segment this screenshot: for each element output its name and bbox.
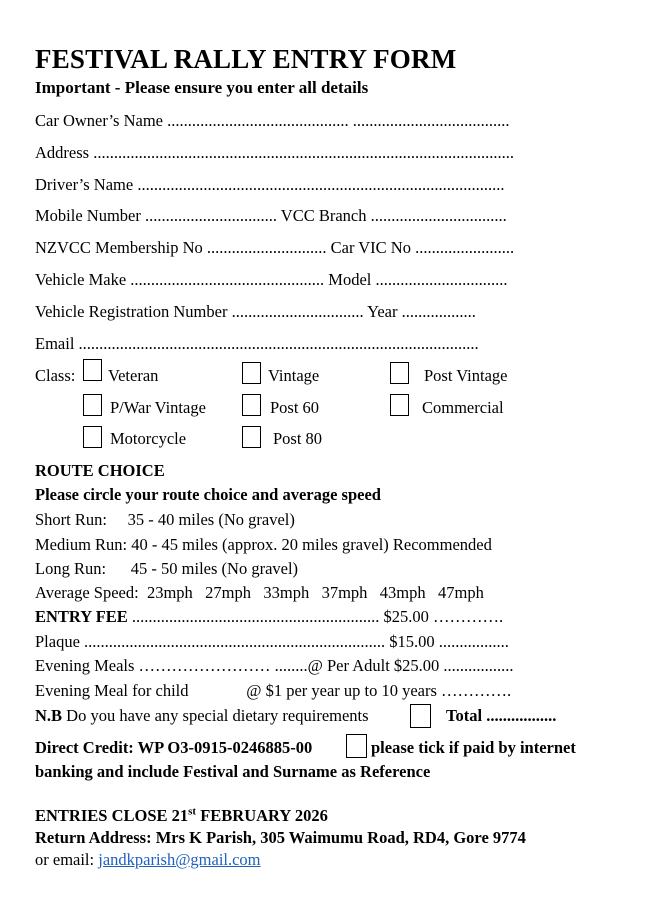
rego-year-field[interactable]: Vehicle Registration Number ................................ Year .................. <box>35 302 476 321</box>
entries-close-text: ENTRIES CLOSE 21 <box>35 806 189 825</box>
motorcycle-checkbox[interactable] <box>83 426 102 448</box>
form-title: FESTIVAL RALLY ENTRY FORM <box>35 44 457 74</box>
email-field[interactable]: Email ................................................................................................. <box>35 334 479 353</box>
nb-label: N.B <box>35 706 63 725</box>
post-80-checkbox[interactable] <box>242 426 261 448</box>
commercial-label: Commercial <box>422 398 504 417</box>
mobile-branch-field[interactable]: Mobile Number ................................ VCC Branch ................................. <box>35 206 507 225</box>
evening-meals-line: Evening Meals …………………… ........@ Per Adult $25.00 ................. <box>35 656 514 675</box>
long-run[interactable]: Long Run: 45 - 50 miles (No gravel) <box>35 559 299 578</box>
pwar-vintage-label: P/War Vintage <box>110 398 206 417</box>
motorcycle-label: Motorcycle <box>110 429 187 448</box>
short-run[interactable]: Short Run: 35 - 40 miles (No gravel) <box>35 510 295 529</box>
post-60-label: Post 60 <box>270 398 320 417</box>
paid-internet-checkbox[interactable] <box>346 734 367 758</box>
return-address: Return Address: Mrs K Parish, 305 Waimumu Road, RD4, Gore 9774 <box>35 828 526 847</box>
important-note: Important - Please ensure you enter all details <box>35 78 369 97</box>
email-contact <box>35 850 261 870</box>
vintage-checkbox[interactable] <box>242 362 261 384</box>
post-60-checkbox[interactable] <box>242 394 261 416</box>
vintage-label: Vintage <box>268 366 320 385</box>
paid-internet-label: please tick if paid by internet <box>371 738 576 757</box>
direct-credit-text: Direct Credit: WP O3-0915-0246885-00 <box>35 738 313 757</box>
dietary-question: Do you have any special dietary requirements <box>62 706 369 725</box>
entries-close-sup: st <box>188 805 197 818</box>
membership-vic-field[interactable]: NZVCC Membership No ............................. Car VIC No ........................ <box>35 238 515 257</box>
plaque-line: Plaque ......................................................................... $15.00 ................. <box>35 632 509 651</box>
entries-close-date: FEBRUARY 2026 <box>196 806 328 825</box>
dietary-line <box>35 706 369 726</box>
banking-reference: banking and include Festival and Surname as Reference <box>35 762 431 781</box>
make-model-field[interactable]: Vehicle Make ............................................... Model ................................ <box>35 270 508 289</box>
entry-fee-value: ............................................................ $25.00 …………. <box>127 607 504 626</box>
dietary-checkbox[interactable] <box>410 704 431 728</box>
entry-fee-line <box>35 607 503 627</box>
post-vintage-checkbox[interactable] <box>390 362 409 384</box>
route-heading: ROUTE CHOICE <box>35 461 165 480</box>
veteran-checkbox[interactable] <box>83 359 102 381</box>
class-label: Class: <box>35 366 76 385</box>
entry-fee-label: ENTRY FEE <box>35 607 128 626</box>
average-speed[interactable]: Average Speed: 23mph 27mph 33mph 37mph 43mph 47mph <box>35 583 484 602</box>
car-owner-field[interactable]: Car Owner’s Name ............................................ ...................................... <box>35 111 510 130</box>
entries-close <box>35 806 328 826</box>
total-line[interactable]: Total ................. <box>446 706 557 725</box>
post-vintage-label: Post Vintage <box>424 366 508 385</box>
address-field[interactable]: Address ...................................................................................................... <box>35 143 514 162</box>
route-instruction: Please circle your route choice and average speed <box>35 485 381 504</box>
driver-name-field[interactable]: Driver’s Name ......................................................................................... <box>35 175 505 194</box>
child-meal-line: Evening Meal for child @ $1 per year up to 10 years …………. <box>35 681 512 700</box>
email-link[interactable]: jandkparish@gmail.com <box>98 850 261 869</box>
or-email-label: or email: <box>35 850 99 869</box>
commercial-checkbox[interactable] <box>390 394 409 416</box>
pwar-vintage-checkbox[interactable] <box>83 394 102 416</box>
veteran-label: Veteran <box>108 366 159 385</box>
medium-run[interactable]: Medium Run: 40 - 45 miles (approx. 20 miles gravel) Recommended <box>35 535 492 554</box>
post-80-label: Post 80 <box>273 429 323 448</box>
